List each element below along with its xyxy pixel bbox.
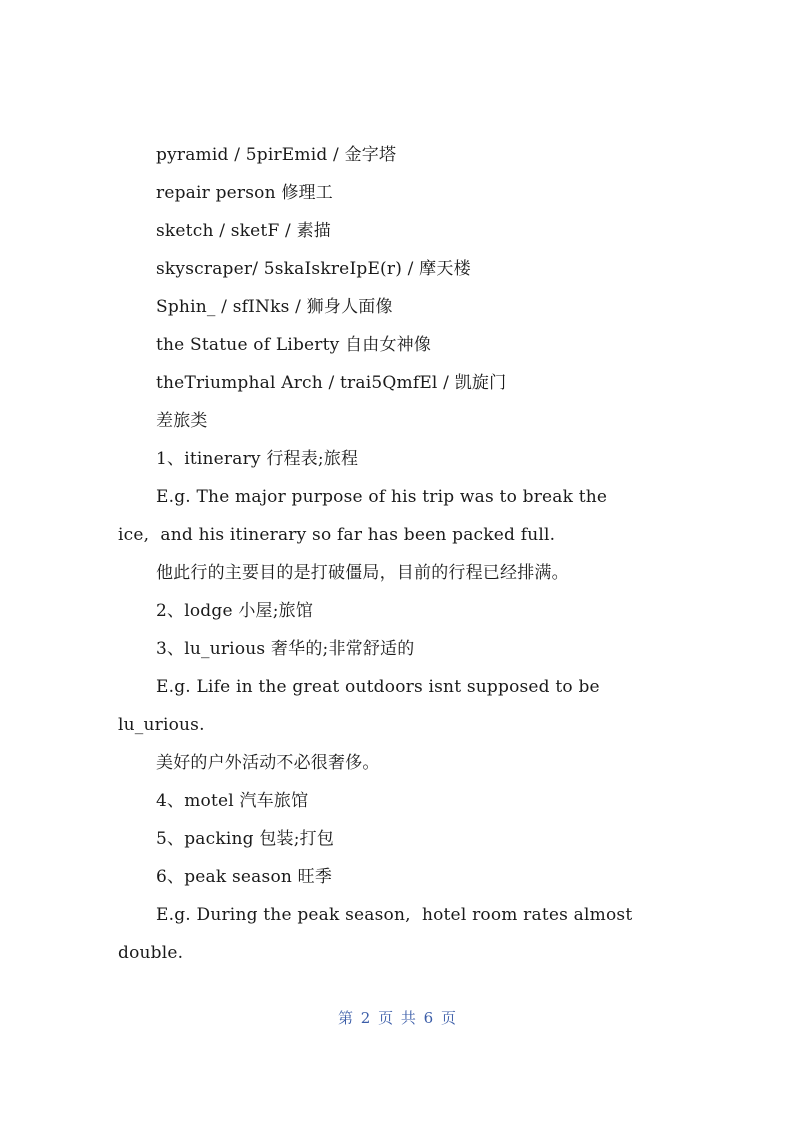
vocab-line-pyramid: pyramid / 5pirEmid / 金字塔 <box>156 145 397 165</box>
translation-itinerary: 他此行的主要目的是打破僵局，目前的行程已经排满。 <box>156 563 569 583</box>
entry-lodge: 2、lodge 小屋;旅馆 <box>156 601 314 621</box>
example-itinerary-line1: E.g. The major purpose of his trip was to break the <box>156 487 608 507</box>
vocab-line-sketch: sketch / sketF / 素描 <box>156 221 331 241</box>
example-itinerary-line2: ice, and his itinerary so far has been packed full. <box>118 525 556 545</box>
entry-packing: 5、packing 包装;打包 <box>156 829 335 849</box>
section-heading: 差旅类 <box>156 411 208 431</box>
entry-motel: 4、motel 汽车旅馆 <box>156 791 309 811</box>
vocab-line-sphinx: Sphin_ / sfINks / 狮身人面像 <box>156 297 393 317</box>
example-peak-season-line2: double. <box>118 943 184 963</box>
translation-luxurious: 美好的户外活动不必很奢侈。 <box>156 753 380 773</box>
page-number-footer: 第 2 页 共 6 页 <box>338 1009 456 1027</box>
entry-luxurious: 3、lu_urious 奢华的;非常舒适的 <box>156 639 415 659</box>
entry-itinerary: 1、itinerary 行程表;旅程 <box>156 449 359 469</box>
vocab-line-triumphal-arch: theTriumphal Arch / trai5QmfEl / 凯旋门 <box>156 373 507 393</box>
vocab-line-repair-person: repair person 修理工 <box>156 183 333 203</box>
entry-peak-season: 6、peak season 旺季 <box>156 867 333 887</box>
vocab-line-statue-of-liberty: the Statue of Liberty 自由女神像 <box>156 335 432 355</box>
example-peak-season-line1: E.g. During the peak season, hotel room rates almost <box>156 905 633 925</box>
example-luxurious-line1: E.g. Life in the great outdoors isnt supposed to be <box>156 677 600 697</box>
vocab-line-skyscraper: skyscraper/ 5skaIskreIpE(r) / 摩天楼 <box>156 259 471 279</box>
example-luxurious-line2: lu_urious. <box>118 715 205 735</box>
